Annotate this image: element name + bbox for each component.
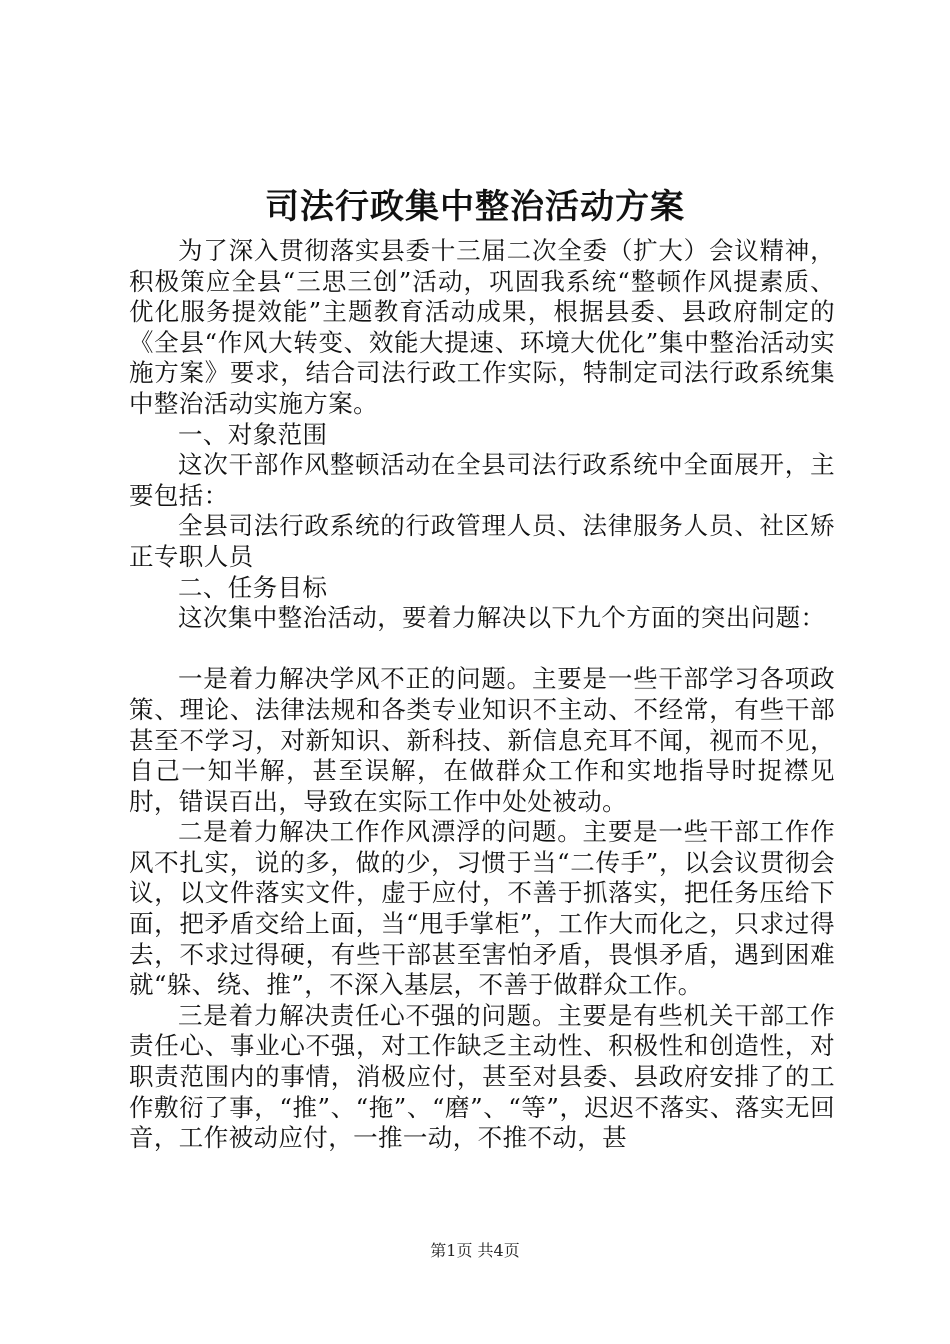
blank-line [129,634,835,665]
paragraph-scope: 这次干部作风整顿活动在全县司法行政系统中全面展开，主要包括： [129,450,835,510]
paragraph-goal-one: 一是着力解决学风不正的问题。主要是一些干部学习各项政策、理论、法律法规和各类专业知识不主动、不经常，有些干部甚至不学习，对新知识、新科技、新信息充耳不闻，视而不见，自己一知半解，甚至误解，在做群众工作和实地指导时捉襟见肘，错误百出，导致在实际工作中处处被动。 [129,664,835,816]
paragraph-goal-two: 二是着力解决工作作风漂浮的问题。主要是一些干部工作作风不扎实，说的多，做的少，习惯于当“二传手”，以会议贯彻会议，以文件落实文件，虚于应付，不善于抓落实，把任务压给下面，把矛盾交给上面，当“甩手掌柜”，工作大而化之，只求过得去，不求过得硬，有些干部甚至害怕矛盾，畏惧矛盾，遇到困难就“躲、绕、推”，不深入基层，不善于做群众工作。 [129,817,835,1000]
section-heading-goals: 二、任务目标 [178,572,328,602]
paragraph-goal-three: 三是着力解决责任心不强的问题。主要是有些机关干部工作责任心、事业心不强，对工作缺乏主动性、积极性和创造性，对职责范围内的事情，消极应付，甚至对县委、县政府安排了的工作敷衍了事，“推”、“拖”、“磨”、“等”，迟迟不落实、落实无回音，工作被动应付，一推一动，不推不动，甚 [129,1000,835,1153]
document-body [129,236,835,1154]
section-heading-scope: 一、对象范围 [178,419,328,449]
paragraph-goals-intro: 这次集中整治活动，要着力解决以下九个方面的突出问题： [178,603,826,633]
paragraph-intro: 为了深入贯彻落实县委十三届二次全委（扩大）会议精神，积极策应全县“三思三创”活动，巩固我系统“整顿作风提素质、优化服务提效能”主题教育活动成果，根据县委、县政府制定的《全县“作风大转变、效能大提速、环境大优化”集中整治活动实施方案》要求，结合司法行政工作实际，特制定司法行政系统集中整治活动实施方案。 [129,236,835,418]
paragraph-scope-personnel: 全县司法行政系统的行政管理人员、法律服务人员、社区矫正专职人员 [129,511,835,571]
document-title: 司法行政集中整治活动方案 [265,187,685,227]
page-footer: 第1页 共4页 [430,1241,520,1260]
